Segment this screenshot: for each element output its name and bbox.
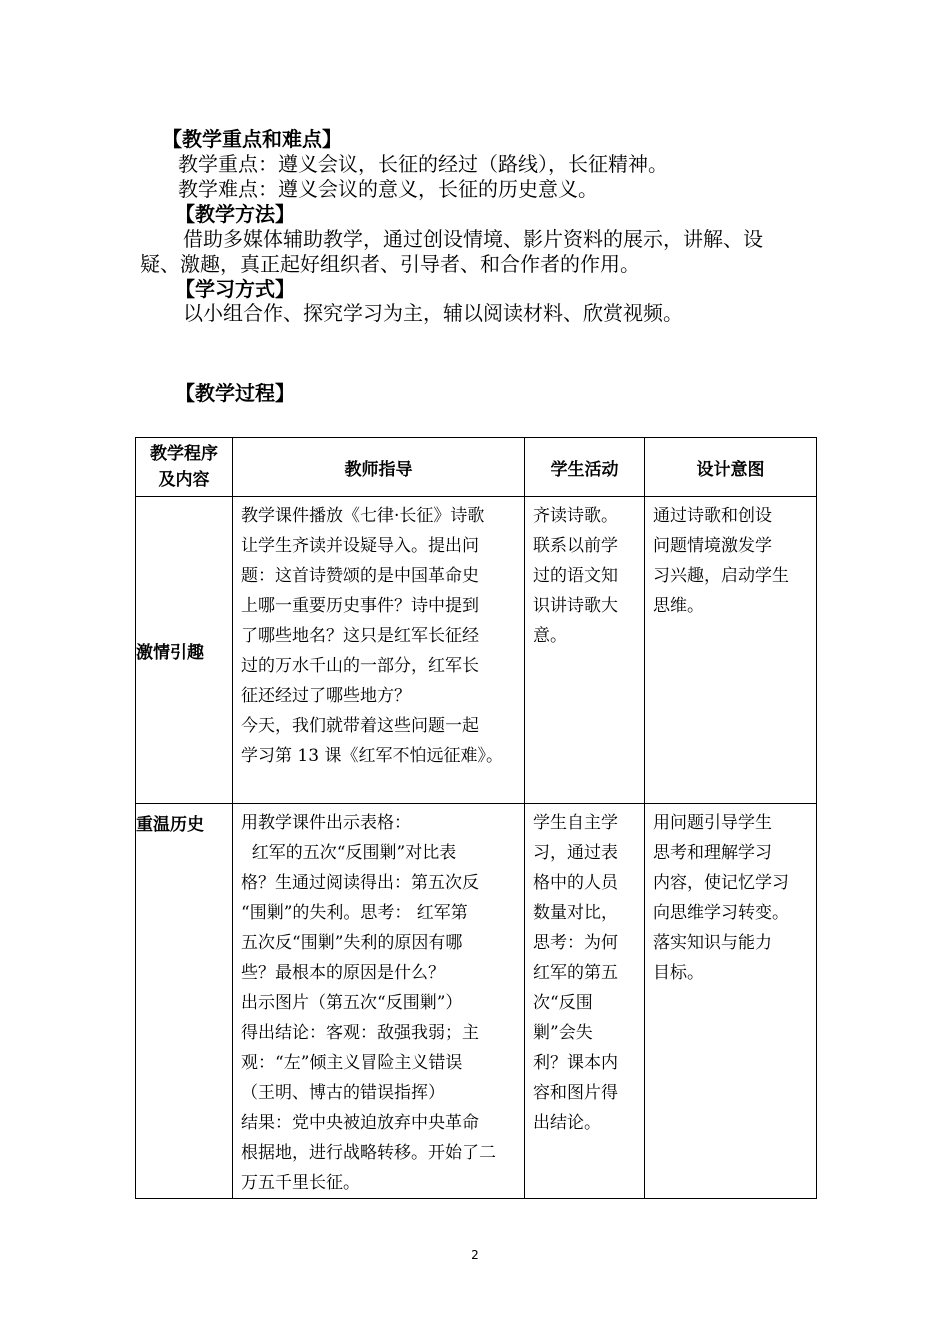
student-line: 容和图片得 <box>533 1083 618 1103</box>
intent-line: 内容，使记忆学习 <box>653 873 789 893</box>
key-point-text: 教学重点：遵义会议，长征的经过（路线），长征精神。 <box>178 152 668 176</box>
study-text: 以小组合作、探究学习为主，辅以阅读材料、欣赏视频。 <box>183 301 683 325</box>
teacher-line: 让学生齐读并设疑导入。提出问 <box>241 536 479 556</box>
teacher-line: 五次反“围剿”失利的原因有哪 <box>241 933 463 953</box>
student-line: 思考：为何 <box>533 933 618 953</box>
student-line: 出结论。 <box>533 1113 601 1133</box>
teacher-line: 得出结论：客观：敌强我弱；主 <box>241 1023 479 1043</box>
page-number: 2 <box>471 1248 479 1262</box>
table-row <box>136 804 817 1199</box>
student-line: 次“反围 <box>533 993 593 1013</box>
intent-line: 通过诗歌和创设 <box>653 506 772 526</box>
row-intent-cell <box>645 804 817 1199</box>
teacher-line: 教学课件播放《七律·长征》诗歌 <box>241 506 485 526</box>
teacher-line: 红军的五次“反围剿”对比表 <box>241 843 457 863</box>
process-heading: 【教学过程】 <box>175 381 295 405</box>
teacher-line: 题：这首诗赞颂的是中国革命史 <box>241 566 479 586</box>
intent-line: 思考和理解学习 <box>653 843 772 863</box>
student-line: 习，通过表 <box>533 843 618 863</box>
header-procedure-line2: 及内容 <box>158 470 210 490</box>
teacher-line: 万五千里长征。 <box>241 1173 360 1193</box>
intent-line: 问题情境激发学 <box>653 536 772 556</box>
intent-line: 思维。 <box>653 596 704 616</box>
student-line: 剿”会失 <box>533 1023 593 1043</box>
student-line: 红军的第五 <box>533 963 618 983</box>
teacher-line: 些？最根本的原因是什么？ <box>241 963 445 983</box>
row-teacher-cell <box>233 497 525 804</box>
method-heading: 【教学方法】 <box>175 202 295 226</box>
student-line: 齐读诗歌。 <box>533 506 618 526</box>
intent-line: 用问题引导学生 <box>653 813 772 833</box>
row-intent-cell <box>645 497 817 804</box>
student-line: 识讲诗歌大 <box>533 596 618 616</box>
teacher-line: 格？生通过阅读得出：第五次反 <box>241 873 479 893</box>
row-label-inspire: 激情引趣 <box>136 497 233 804</box>
teacher-line: （王明、博古的错误指挥） <box>241 1083 445 1103</box>
teacher-line: 学习第 13 课《红军不怕远征难》。 <box>241 746 503 766</box>
teacher-line: “围剿”的失利。思考： 红军第 <box>241 903 468 923</box>
intent-line: 落实知识与能力 <box>653 933 772 953</box>
teacher-line: 根据地，进行战略转移。开始了二 <box>241 1143 496 1163</box>
teacher-line: 上哪一重要历史事件？诗中提到 <box>241 596 479 616</box>
teacher-line: 观：“左”倾主义冒险主义错误 <box>241 1053 463 1073</box>
header-procedure-line1: 教学程序 <box>150 444 218 464</box>
student-line: 意。 <box>533 626 567 646</box>
study-heading: 【学习方式】 <box>175 277 295 301</box>
method-text-line2: 疑、激趣，真正起好组织者、引导者、和合作者的作用。 <box>140 252 640 276</box>
student-line: 联系以前学 <box>533 536 618 556</box>
teacher-line: 用教学课件出示表格： <box>241 813 411 833</box>
student-line: 过的语文知 <box>533 566 618 586</box>
row-label-review-history: 重温历史 <box>136 804 233 1199</box>
intent-line: 向思维学习转变。 <box>653 903 789 923</box>
row-student-cell <box>525 497 645 804</box>
row-teacher-cell <box>233 804 525 1199</box>
header-design-intent: 设计意图 <box>645 438 817 497</box>
intent-line: 习兴趣，启动学生 <box>653 566 789 586</box>
teacher-line: 了哪些地名？这只是红军长征经 <box>241 626 479 646</box>
teacher-line: 征还经过了哪些地方？ <box>241 686 411 706</box>
method-text-line1: 借助多媒体辅助教学，通过创设情境、影片资料的展示，讲解、设 <box>183 227 763 251</box>
intent-line: 目标。 <box>653 963 704 983</box>
header-teacher-guidance: 教师指导 <box>233 438 525 497</box>
student-line: 学生自主学 <box>533 813 618 833</box>
student-line: 数量对比， <box>533 903 618 923</box>
teacher-line: 出示图片（第五次“反围剿”） <box>241 993 463 1013</box>
header-student-activity: 学生活动 <box>525 438 645 497</box>
key-points-heading: 【教学重点和难点】 <box>162 127 342 151</box>
student-line: 利？课本内 <box>533 1053 618 1073</box>
teacher-line: 结果：党中央被迫放弃中央革命 <box>241 1113 479 1133</box>
table-row <box>136 497 817 804</box>
table-header-row <box>136 438 817 497</box>
teacher-line: 今天，我们就带着这些问题一起 <box>241 716 479 736</box>
header-procedure <box>136 438 233 497</box>
difficult-point-text: 教学难点：遵义会议的意义，长征的历史意义。 <box>178 177 598 201</box>
student-line: 格中的人员 <box>533 873 618 893</box>
row-student-cell <box>525 804 645 1199</box>
teaching-process-table <box>135 437 817 1199</box>
teacher-line: 过的万水千山的一部分，红军长 <box>241 656 479 676</box>
